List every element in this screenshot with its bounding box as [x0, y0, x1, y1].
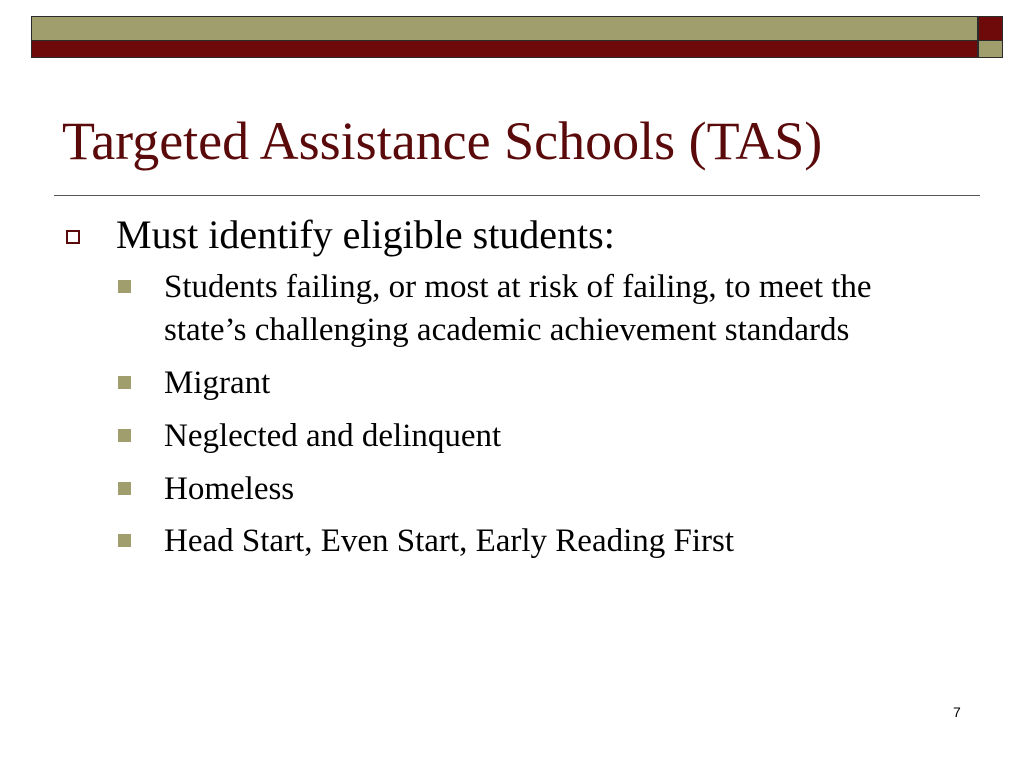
sub-bullet-item — [62, 520, 904, 563]
sub-bullet-text: Head Start, Even Start, Early Reading First — [164, 523, 735, 560]
bullet-level1 — [62, 212, 982, 258]
hollow-square-icon — [66, 230, 80, 244]
header-bar-maroon — [31, 41, 978, 58]
filled-square-icon — [118, 429, 131, 442]
page-number: 7 — [953, 704, 961, 720]
filled-square-icon — [118, 280, 131, 293]
filled-square-icon — [118, 482, 131, 495]
corner-square-olive — [978, 41, 1003, 58]
sub-bullet-item — [62, 415, 904, 458]
sub-bullet-list — [62, 266, 982, 563]
filled-square-icon — [118, 376, 131, 389]
sub-bullet-text: Migrant — [164, 364, 271, 401]
sub-bullet-item — [62, 468, 904, 511]
sub-bullet-text: Neglected and delinquent — [164, 417, 502, 454]
sub-bullet-text: Homeless — [164, 470, 295, 507]
slide-content — [62, 212, 982, 573]
sub-bullet-text: Students failing, or most at risk of failing, to meet the state’s challenging academic achievement standards — [164, 269, 872, 348]
slide-title: Targeted Assistance Schools (TAS) — [62, 111, 823, 171]
filled-square-icon — [118, 534, 131, 547]
bullet-level1-text: Must identify eligible students: — [116, 212, 615, 257]
header-bar-olive — [31, 16, 978, 41]
sub-bullet-item — [62, 362, 904, 405]
sub-bullet-item — [62, 266, 904, 352]
corner-square-maroon — [978, 16, 1003, 41]
title-divider — [54, 195, 980, 196]
